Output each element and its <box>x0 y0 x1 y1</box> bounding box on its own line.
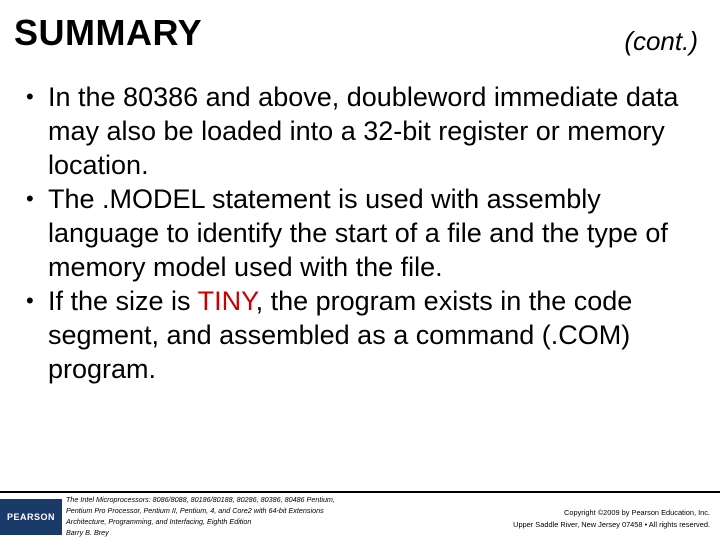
bullet-text-pre: If the size is <box>48 286 198 316</box>
bullet-item <box>22 80 702 182</box>
bullet-dot-icon: • <box>26 84 34 109</box>
bullet-text: In the 80386 and above, doubleword immediate data may also be loaded into a 32-bit register or memory location. <box>48 82 679 180</box>
bullet-dot-icon: • <box>26 288 34 313</box>
slide-title: SUMMARY <box>14 12 203 53</box>
pearson-logo: PEARSON <box>0 499 62 535</box>
bullet-list <box>22 80 702 386</box>
bullet-text-post: , the program exists in the code segment, and assembled as a command (.COM) program. <box>48 286 633 384</box>
bullet-dot-icon: • <box>26 186 34 211</box>
continued-label: (cont.) <box>624 26 698 56</box>
highlight-text: TINY <box>197 286 256 316</box>
bullet-item <box>22 284 702 386</box>
book-line: Architecture, Programming, and Interfacing, Eighth Edition <box>66 517 252 526</box>
copyright-line: Copyright ©2009 by Pearson Education, Inc. <box>564 508 710 517</box>
bullet-item <box>22 182 702 284</box>
book-line: Pentium Pro Processor, Pentium II, Pentium, 4, and Core2 with 64-bit Extensions <box>66 506 324 515</box>
footer-divider <box>0 491 720 493</box>
book-citation <box>66 494 396 538</box>
copyright-line: Upper Saddle River, New Jersey 07458 • All rights reserved. <box>513 520 710 529</box>
book-line: The Intel Microprocessors: 8086/8088, 80186/80188, 80286, 80386, 80486 Pentium, <box>66 495 335 504</box>
copyright-notice <box>450 507 710 531</box>
author-line: Barry B. Brey <box>66 528 109 537</box>
bullet-text: The .MODEL statement is used with assembly language to identify the start of a file and the type of memory model used with the file. <box>48 184 668 282</box>
